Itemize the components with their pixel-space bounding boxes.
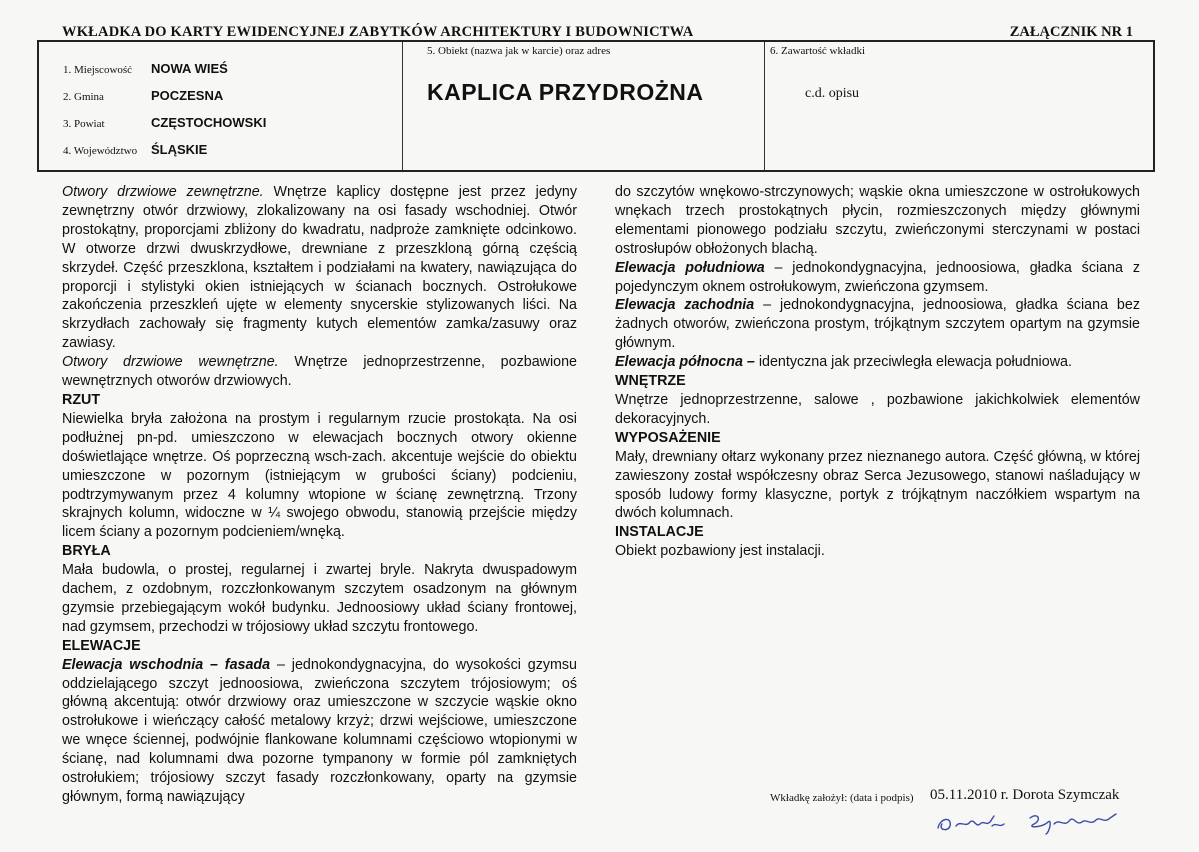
field-value: ŚLĄSKIE bbox=[151, 142, 208, 157]
field-locality bbox=[63, 61, 228, 76]
field-label: 2. Gmina bbox=[63, 91, 104, 103]
section-subtitle: Otwory drzwiowe wewnętrzne. bbox=[62, 354, 279, 371]
paragraph: do szczytów wnękowo-strczynowych; wąskie okna umieszczone w ostrołukowych wnękach trzech prostokątnych płycin, rozmieszczonych między głównymi elementami pionowego podziału szczytu, zwieńczonymi sterczynami w postaci ostrosłupów obłożonych blachą. bbox=[615, 184, 1140, 257]
paragraph: – jednokondygnacyjna, jednoosiowa, gładka ściana z pojedynczym oknem ostrołukowym, zwieńczona gzymsem. bbox=[615, 259, 1140, 295]
field-label: 4. Województwo bbox=[63, 145, 138, 157]
section-heading: WNĘTRZE bbox=[615, 373, 686, 390]
header-form-box bbox=[37, 40, 1155, 172]
paragraph: Wnętrze jednoprzestrzenne, pozbawione wewnętrznych otworów drzwiowych. bbox=[62, 354, 577, 390]
divider bbox=[402, 42, 403, 170]
section-heading: ELEWACJE bbox=[62, 637, 141, 654]
paragraph: Niewielka bryła założona na prostym i regularnym rzucie prostokąta. Na osi podłużnej pn-pd. umieszczono w elewacjach bocznych otwory okienne doświetlające wnętrze. Oś poprzeczną wsch-zach. akcentuje wejście do obiektu umieszczone w pozornym (istniejącym w grubości ściany) podcieniu, podtrzymywanym przez 4 kolumny wtopione w ścianę zewnętrzną. Trzony skrajnych kolumn, widoczne w ¼ swojego obwodu, stanowią przejście między licem ściany a pozornym podcieniem/wnęką. bbox=[62, 410, 577, 541]
document-title: WKŁADKA DO KARTY EWIDENCYJNEJ ZABYTKÓW ARCHITEKTURY I BUDOWNICTWA bbox=[62, 24, 694, 40]
paragraph: Mały, drewniany ołtarz wykonany przez nieznanego autora. Część główną, w której zawieszony został współczesny obraz Serca Jezusowego, stanowi naśladujący w sposób ludowy formy klasyczne, portyk z trójkątnym naczółkiem wspartym na dwóch kolumnach. bbox=[615, 448, 1140, 522]
field-label: 1. Miejscowość bbox=[63, 64, 133, 76]
section-heading: BRYŁA bbox=[62, 543, 111, 560]
section-subtitle: Elewacja zachodnia bbox=[615, 297, 755, 314]
field-commune bbox=[63, 88, 223, 103]
paragraph: Wnętrze kaplicy dostępne jest przez jedyny zewnętrzny otwór drzwiowy, zlokalizowany na osi fasady wschodniej. Otwór prostokątny, proporcjami zbliżony do kwadratu, nadproże zamknięte odcinkowo. W otworze drzwi dwuskrzydłowe, drewniane z przeszkloną górną częścią skrzydeł. Część przeszklona, kształtem i podziałami na kwatery, nawiązująca do proporcji i stylistyki okien istniejących w ścianach bocznych. Ostrołukowe zakończenia przeszkleń ujęte w elementy snycerskie stylizowanych liści. Na skrzydłach zachowały się fragmenty kutych elementów zamka/zasuwy oraz zawiasy. bbox=[62, 184, 577, 352]
description-left-column bbox=[62, 183, 577, 807]
field-county bbox=[63, 115, 266, 130]
paragraph: Mała budowla, o prostej, regularnej i zwartej bryle. Nakryta dwuspadowym dachem, z ozdobnym, rozczłonkowanym szczytem osadzonym na głównym gzymsie przebiegającym wokół budynku. Jednoosiowy układ ściany frontowej, nad gzymsem, przechodzi w trójosiowy układ szczytu frontowego. bbox=[62, 562, 577, 635]
field-voivodeship bbox=[63, 142, 207, 157]
divider bbox=[764, 42, 765, 170]
object-label: 5. Obiekt (nazwa jak w karcie) oraz adres bbox=[427, 45, 611, 57]
field-value: CZĘSTOCHOWSKI bbox=[151, 115, 267, 130]
section-heading: INSTALACJE bbox=[615, 524, 704, 541]
annex-label: ZAŁĄCZNIK NR 1 bbox=[1009, 24, 1133, 40]
paragraph: – jednokondygnacyjna, jednoosiowa, gładka ściana bez żadnych otworów, zwieńczona prostym, trójkątnym szczytem opartym na gzymsie głównym. bbox=[615, 297, 1140, 352]
description-right-column bbox=[615, 183, 1140, 561]
contents-label: 6. Zawartość wkładki bbox=[770, 45, 865, 57]
section-heading: RZUT bbox=[62, 391, 101, 408]
contents-value: c.d. opisu bbox=[805, 86, 860, 101]
author-label: Wkładkę założył: (data i podpis) bbox=[770, 792, 914, 804]
section-subtitle: Elewacja północna – bbox=[615, 354, 755, 371]
field-value: NOWA WIEŚ bbox=[151, 61, 228, 76]
section-subtitle: Elewacja południowa bbox=[615, 259, 765, 276]
section-subtitle: Otwory drzwiowe zewnętrzne. bbox=[62, 184, 264, 200]
paragraph: identyczna jak przeciwległa elewacja południowa. bbox=[754, 354, 1072, 371]
handwritten-signature bbox=[930, 806, 1130, 836]
field-label: 3. Powiat bbox=[63, 118, 105, 130]
field-value: POCZESNA bbox=[151, 88, 224, 103]
section-subtitle: Elewacja wschodnia – fasada bbox=[62, 656, 271, 673]
author-date-name: 05.11.2010 r. Dorota Szymczak bbox=[930, 787, 1120, 803]
object-name: KAPLICA PRZYDROŻNA bbox=[427, 79, 704, 105]
paragraph: Obiekt pozbawiony jest instalacji. bbox=[615, 543, 825, 560]
paragraph: Wnętrze jednoprzestrzenne, salowe , pozbawione jakichkolwiek elementów dekoracyjnych. bbox=[615, 391, 1140, 427]
paragraph: – jednokondygnacyjna, do wysokości gzymsu oddzielającego szczyt jednoosiowa, zwieńczona szczytem trójosiowym; oś główną akcentują: otwór drzwiowy oraz umieszczone w szczycie wąskie okno ostrołukowe i wieńczący całość metalowy krzyż; drzwi wejściowe, umieszczone we wnęce ściennej, podwójnie flankowane kolumnami częściowo wtopionymi w ścianę, nad kolumnami dwa pozorne tympanony w formie pól zamkniętych ostrołukiem; trójosiowy szczyt fasady rozczłonkowany, oparty na gzymsie głównym, formą nawiązujący bbox=[62, 656, 578, 805]
section-heading: WYPOSAŻENIE bbox=[615, 429, 721, 446]
